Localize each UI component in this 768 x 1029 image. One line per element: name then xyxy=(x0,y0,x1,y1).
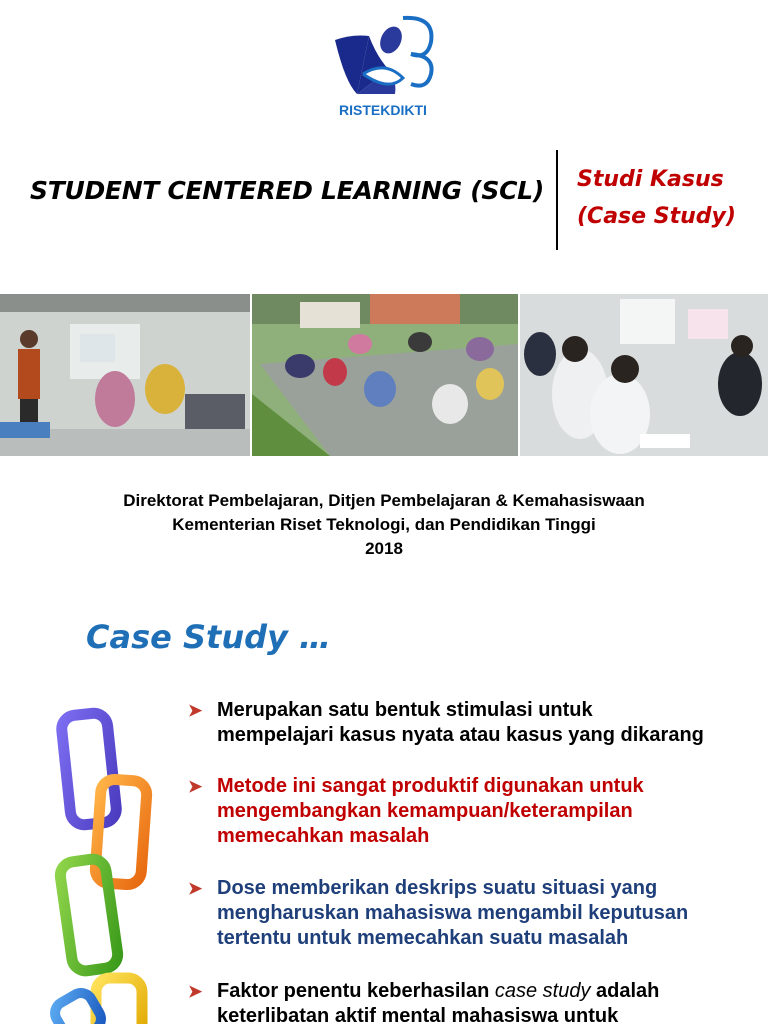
title-divider xyxy=(556,150,558,250)
arrow-bullet-icon: ➤ xyxy=(188,982,203,1001)
logo-wordmark: RISTEKDIKTI xyxy=(339,102,427,118)
subtitle-line-2: (Case Study) xyxy=(577,204,736,229)
bullet-4-line-1: Faktor penentu keberhasilan case study adalah xyxy=(217,980,660,1002)
chain-links-graphic xyxy=(48,698,166,1024)
bullet-1-line-2: mempelajari kasus nyata atau kasus yang dikarang xyxy=(217,724,704,746)
ristekdikti-logo xyxy=(327,12,439,120)
bullet-2 xyxy=(188,774,644,849)
arrow-bullet-icon: ➤ xyxy=(188,701,203,720)
subtitle-line-1: Studi Kasus xyxy=(577,167,724,192)
photo-strip xyxy=(0,294,768,456)
page-title: STUDENT CENTERED LEARNING (SCL) xyxy=(30,176,544,205)
bullet-1 xyxy=(188,698,704,748)
bullet-4-line-2: keterlibatan aktif mental mahasiswa untuk xyxy=(217,1005,619,1027)
classroom-photo-2 xyxy=(520,294,768,456)
bullet-4 xyxy=(188,979,659,1029)
footer-ministry: Kementerian Riset Teknologi, dan Pendidikan Tinggi xyxy=(172,515,596,534)
bullet-3 xyxy=(188,876,688,951)
bullet-3-line-3: tertentu untuk memecahkan suatu masalah xyxy=(217,927,629,949)
subtitle xyxy=(577,161,736,235)
case-study-title: Case Study … xyxy=(86,618,331,656)
bullet-2-line-1: Metode ini sangat produktif digunakan untuk xyxy=(217,775,644,797)
arrow-bullet-icon: ➤ xyxy=(188,879,203,898)
outdoor-group-photo xyxy=(252,294,518,456)
bullet-3-line-1: Dose memberikan deskrips suatu situasi yang xyxy=(217,877,658,899)
classroom-photo-1 xyxy=(0,294,250,456)
bullet-2-line-2: mengembangkan kemampuan/keterampilan xyxy=(217,800,633,822)
bullet-3-line-2: mengharuskan mahasiswa mengambil keputusan xyxy=(217,902,689,924)
bullet-2-line-3: memecahkan masalah xyxy=(217,825,430,847)
arrow-bullet-icon: ➤ xyxy=(188,777,203,796)
bullet-1-line-1: Merupakan satu bentuk stimulasi untuk xyxy=(217,699,593,721)
footer-year: 2018 xyxy=(365,539,403,558)
footer-directorate: Direktorat Pembelajaran, Ditjen Pembelajaran & Kemahasiswaan xyxy=(123,491,645,510)
case-study-emphasis: case study xyxy=(494,980,591,1002)
